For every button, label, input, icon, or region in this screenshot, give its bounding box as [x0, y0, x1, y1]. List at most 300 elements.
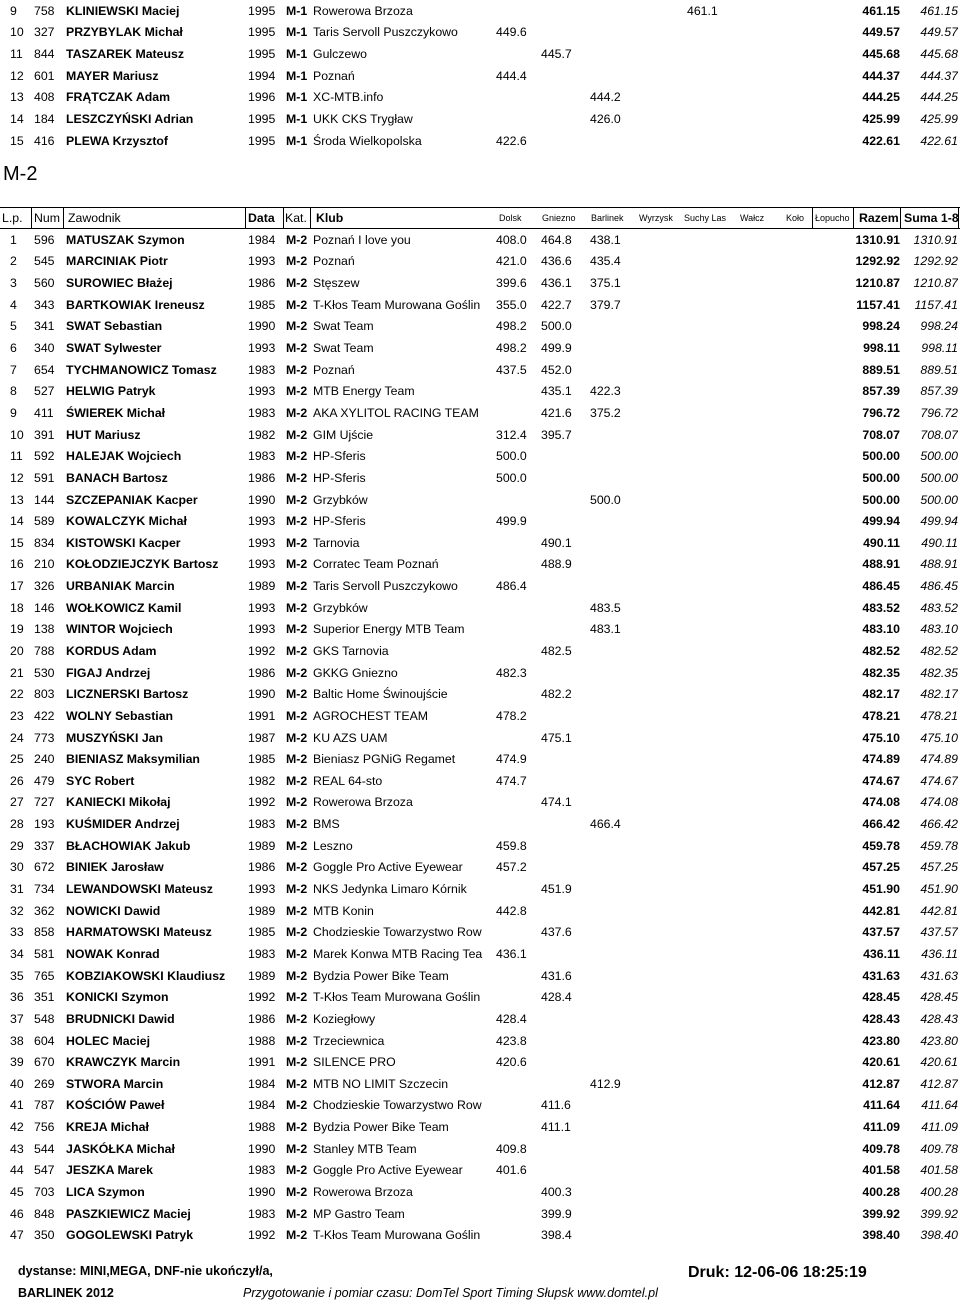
header-race-6: Wałcz: [740, 213, 765, 223]
cell-cat: M-2: [286, 708, 308, 723]
cell-sum: 457.25: [920, 860, 958, 875]
cell-club: NKS Jedynka Limaro Kórnik: [313, 882, 467, 897]
cell-d4: [640, 554, 684, 576]
cell-cat: M-2: [286, 470, 308, 485]
cell-cat: M-2: [286, 1120, 308, 1135]
cell-total: 488.91: [862, 557, 900, 572]
cell-d1: 423.8: [496, 1033, 527, 1048]
cell-d5: [687, 251, 731, 273]
cell-num: 327: [34, 25, 55, 40]
cell-d5: [687, 597, 731, 619]
cell-cat: M-2: [286, 643, 308, 658]
cell-d4: [640, 857, 684, 879]
footer-credit: Przygotowanie i pomiar czasu: DomTel Sport Timing Słupsk www.domtel.pl: [243, 1286, 658, 1300]
results-table-m2: [0, 229, 960, 1246]
cell-club: Bydzia Power Bike Team: [313, 968, 449, 983]
cell-d5: [687, 337, 731, 359]
cell-d5: [687, 130, 731, 152]
table-row: [0, 900, 960, 922]
cell-d4: [640, 65, 684, 87]
cell-d4: [640, 792, 684, 814]
cell-d5: [687, 1008, 731, 1030]
cell-year: 1992: [248, 795, 276, 810]
cell-d2: [541, 662, 585, 684]
table-row: [0, 380, 960, 402]
cell-d2: [541, 748, 585, 770]
cell-cat: M-2: [286, 449, 308, 464]
cell-d3: 466.4: [590, 817, 621, 832]
cell-d1: 457.2: [496, 860, 527, 875]
cell-year: 1986: [248, 1011, 276, 1026]
cell-d2: [541, 87, 585, 109]
cell-total: 445.68: [862, 47, 900, 62]
cell-sum: 401.58: [920, 1163, 958, 1178]
cell-d4: [640, 1160, 684, 1182]
cell-d4: [640, 467, 684, 489]
cell-sum: 444.37: [920, 68, 958, 83]
cell-name: BŁACHOWIAK Jakub: [66, 838, 191, 853]
cell-sum: 400.28: [920, 1185, 958, 1199]
table-row: [0, 748, 960, 770]
cell-name: LESZCZYŃSKI Adrian: [66, 112, 194, 127]
cell-year: 1984: [248, 1098, 276, 1113]
cell-total: 461.15: [862, 3, 900, 18]
cell-d5: [687, 575, 731, 597]
cell-d2: 474.1: [541, 795, 572, 810]
header-race-5: Suchy Las: [684, 213, 727, 223]
cell-name: JESZKA Marek: [66, 1163, 154, 1178]
cell-d2: [541, 0, 585, 22]
cell-d5: [687, 510, 731, 532]
cell-sum: 486.45: [920, 579, 958, 594]
cell-lp: 43: [10, 1141, 24, 1156]
cell-num: 362: [34, 903, 55, 918]
cell-lp: 19: [10, 622, 24, 637]
cell-sum: 436.11: [921, 946, 958, 961]
cell-d2: [541, 1073, 585, 1095]
cell-d4: [640, 251, 684, 273]
cell-d2: [541, 705, 585, 727]
cell-sum: 499.94: [920, 514, 958, 529]
table-row: [0, 359, 960, 381]
cell-d1: 500.0: [496, 470, 527, 485]
cell-sum: 442.81: [920, 903, 958, 918]
cell-d5: [687, 22, 731, 44]
cell-club: BMS: [313, 817, 340, 832]
cell-total: 796.72: [862, 405, 900, 420]
cell-lp: 11: [10, 47, 23, 62]
cell-d5: [687, 1116, 731, 1138]
cell-total: 475.10: [862, 730, 900, 745]
cell-total: 422.61: [862, 133, 900, 148]
cell-sum: 474.89: [920, 752, 958, 767]
table-row: [0, 835, 960, 857]
cell-d1: 399.6: [496, 276, 527, 291]
cell-d2: [541, 813, 585, 835]
table-row: [0, 337, 960, 359]
cell-d5: [687, 792, 731, 814]
table-row: [0, 619, 960, 641]
cell-d1: 436.1: [496, 946, 527, 961]
cell-d2: 395.7: [541, 427, 572, 442]
cell-d5: [687, 402, 731, 424]
cell-d5: [687, 532, 731, 554]
cell-lp: 21: [10, 665, 24, 680]
cell-d5: [687, 65, 731, 87]
cell-d5: [687, 1181, 731, 1203]
cell-cat: M-2: [286, 492, 308, 507]
cell-sum: 398.40: [920, 1228, 958, 1243]
cell-d5: [687, 922, 731, 944]
table-row: [0, 402, 960, 424]
cell-name: KRAWCZYK Marcin: [66, 1055, 181, 1070]
cell-year: 1995: [248, 47, 276, 62]
cell-cat: M-2: [286, 341, 308, 356]
cell-num: 734: [34, 882, 55, 897]
cell-name: KREJA Michał: [66, 1120, 149, 1135]
cell-total: 401.58: [862, 1163, 900, 1178]
cell-club: GIM Ujście: [313, 427, 374, 442]
cell-d5: [687, 1030, 731, 1052]
cell-d2: 411.6: [541, 1098, 571, 1113]
cell-d4: [640, 813, 684, 835]
cell-club: AKA XYLITOL RACING TEAM: [313, 405, 479, 420]
cell-sum: 483.52: [920, 600, 958, 615]
cell-cat: M-2: [286, 579, 308, 594]
cell-d2: 445.7: [541, 47, 572, 62]
cell-lp: 16: [10, 557, 24, 572]
cell-num: 138: [34, 622, 55, 637]
cell-lp: 1: [10, 232, 17, 247]
cell-d1: 355.0: [496, 297, 527, 312]
cell-num: 727: [34, 795, 55, 810]
cell-lp: 32: [10, 903, 24, 918]
cell-cat: M-2: [286, 860, 308, 875]
cell-club: MTB NO LIMIT Szczecin: [313, 1076, 449, 1091]
cell-lp: 31: [10, 882, 24, 897]
cell-d1: 449.6: [496, 25, 527, 40]
cell-cat: M-2: [286, 730, 308, 745]
cell-year: 1993: [248, 622, 276, 637]
cell-club: Gulczewo: [313, 47, 367, 62]
cell-d1: 437.5: [496, 362, 527, 377]
table-row: [0, 597, 960, 619]
cell-d4: [640, 1095, 684, 1117]
cell-club: Poznań: [313, 254, 355, 269]
cell-lp: 42: [10, 1120, 24, 1135]
cell-name: BINIEK Jarosław: [66, 860, 164, 875]
cell-name: FRĄTCZAK Adam: [66, 90, 171, 105]
cell-lp: 13: [10, 492, 24, 507]
cell-lp: 9: [10, 3, 17, 18]
cell-club: Poznań I love you: [313, 232, 411, 247]
cell-name: MATUSZAK Szymon: [66, 232, 185, 247]
cell-d2: 435.1: [541, 384, 572, 399]
cell-lp: 35: [10, 968, 24, 983]
header-race-7: Koło: [786, 213, 805, 223]
cell-club: Poznań: [313, 68, 355, 83]
cell-d3: [590, 65, 634, 87]
cell-sum: 478.21: [920, 708, 958, 723]
table-row: [0, 229, 960, 251]
cell-num: 654: [34, 362, 55, 377]
table-row: [0, 1224, 960, 1246]
cell-d2: [541, 489, 585, 511]
cell-d1: 498.2: [496, 341, 527, 356]
cell-d5: [687, 424, 731, 446]
cell-club: Bieniasz PGNiG Regamet: [313, 752, 456, 767]
cell-total: 1292.92: [856, 254, 900, 269]
cell-year: 1992: [248, 990, 276, 1005]
cell-year: 1989: [248, 579, 276, 594]
cell-club: Taris Servoll Puszczykowo: [313, 579, 458, 594]
cell-total: 459.78: [862, 838, 900, 853]
cell-d5: [687, 900, 731, 922]
cell-club: KU AZS UAM: [313, 730, 388, 745]
cell-d5: [687, 1073, 731, 1095]
cell-d3: [590, 575, 634, 597]
cell-d5: [687, 727, 731, 749]
cell-total: 398.40: [862, 1228, 900, 1243]
table-row: [0, 662, 960, 684]
cell-cat: M-2: [286, 319, 308, 334]
cell-d5: [687, 965, 731, 987]
cell-club: Bydzia Power Bike Team: [313, 1120, 449, 1135]
cell-club: T-Kłos Team Murowana Goślin: [313, 990, 481, 1005]
cell-d1: [496, 1181, 540, 1203]
cell-cat: M-2: [286, 535, 308, 550]
cell-total: 436.11: [863, 946, 900, 961]
cell-name: SWAT Sebastian: [66, 319, 163, 334]
cell-d4: [640, 662, 684, 684]
footer-print-date: Druk: 12-06-06 18:25:19: [688, 1264, 867, 1281]
table-row: [0, 424, 960, 446]
table-row: [0, 316, 960, 338]
cell-d4: [640, 922, 684, 944]
cell-club: HP-Sferis: [313, 470, 366, 485]
cell-cat: M-1: [286, 25, 308, 40]
cell-num: 672: [34, 860, 55, 875]
cell-total: 474.08: [862, 795, 900, 810]
cell-year: 1984: [248, 232, 276, 247]
cell-d1: [496, 554, 540, 576]
cell-year: 1982: [248, 427, 276, 442]
cell-d1: [496, 402, 540, 424]
cell-d1: [496, 727, 540, 749]
header-lp: L.p.: [2, 211, 23, 225]
cell-num: 601: [34, 68, 55, 83]
cell-num: 343: [34, 297, 55, 312]
cell-total: 1210.87: [856, 276, 900, 291]
cell-d4: [640, 1116, 684, 1138]
cell-lp: 27: [10, 795, 24, 810]
cell-d1: 442.8: [496, 903, 527, 918]
cell-cat: M-2: [286, 1055, 308, 1070]
cell-d5: [687, 43, 731, 65]
cell-d2: 475.1: [541, 730, 572, 745]
cell-lp: 12: [10, 68, 24, 83]
cell-d5: [687, 640, 731, 662]
cell-num: 269: [34, 1076, 55, 1091]
cell-num: 589: [34, 514, 55, 529]
cell-year: 1990: [248, 687, 276, 702]
cell-sum: 474.67: [920, 773, 958, 788]
cell-d5: [687, 770, 731, 792]
cell-d3: [590, 130, 634, 152]
cell-club: Taris Servoll Puszczykowo: [313, 25, 458, 40]
cell-d4: [640, 1030, 684, 1052]
cell-d4: [640, 900, 684, 922]
cell-total: 500.00: [862, 492, 900, 507]
cell-name: PLEWA Krzysztof: [66, 133, 169, 148]
table-row: [0, 813, 960, 835]
cell-d2: [541, 1030, 585, 1052]
cell-d5: [687, 1160, 731, 1182]
cell-sum: 475.10: [920, 730, 958, 745]
cell-d1: [496, 683, 540, 705]
cell-d3: [590, 359, 634, 381]
cell-sum: 1157.41: [914, 297, 958, 312]
cell-cat: M-2: [286, 882, 308, 897]
cell-cat: M-2: [286, 1033, 308, 1048]
cell-total: 1310.91: [856, 232, 900, 247]
cell-d5: [687, 1224, 731, 1246]
cell-year: 1993: [248, 882, 276, 897]
table-row: [0, 108, 960, 130]
cell-lp: 36: [10, 990, 24, 1005]
cell-d3: [590, 835, 634, 857]
cell-total: 442.81: [862, 903, 900, 918]
cell-club: MP Gastro Team: [313, 1206, 405, 1221]
cell-club: Rowerowa Brzoza: [313, 1185, 413, 1199]
cell-d4: [640, 727, 684, 749]
cell-cat: M-2: [286, 752, 308, 767]
cell-d2: [541, 900, 585, 922]
cell-d3: [590, 943, 634, 965]
cell-num: 548: [34, 1011, 55, 1026]
cell-year: 1986: [248, 665, 276, 680]
cell-num: 581: [34, 946, 55, 961]
cell-d5: [687, 380, 731, 402]
cell-club: MTB Konin: [313, 903, 374, 918]
cell-club: Stęszew: [313, 276, 360, 291]
cell-lp: 10: [10, 427, 24, 442]
cell-num: 844: [34, 47, 55, 62]
cell-total: 998.11: [863, 341, 900, 356]
cell-d1: [496, 1224, 540, 1246]
table-row: [0, 1138, 960, 1160]
cell-name: HELWIG Patryk: [66, 384, 156, 399]
cell-d3: [590, 727, 634, 749]
cell-d3: [590, 922, 634, 944]
cell-cat: M-2: [286, 925, 308, 940]
cell-d4: [640, 43, 684, 65]
cell-total: 409.78: [862, 1141, 900, 1156]
cell-d2: [541, 108, 585, 130]
cell-num: 530: [34, 665, 55, 680]
cell-name: LICA Szymon: [66, 1185, 145, 1199]
cell-cat: M-2: [286, 773, 308, 788]
cell-sum: 708.07: [920, 427, 958, 442]
cell-sum: 1310.91: [913, 232, 958, 247]
cell-num: 340: [34, 341, 55, 356]
cell-d3: 379.7: [590, 297, 621, 312]
cell-total: 449.57: [862, 25, 900, 40]
cell-club: Marek Konwa MTB Racing Tea: [313, 946, 483, 961]
cell-sum: 1210.87: [913, 276, 958, 291]
cell-name: HUT Mariusz: [66, 427, 141, 442]
table-row: [0, 1095, 960, 1117]
cell-name: LICZNERSKI Bartosz: [66, 687, 189, 702]
cell-club: MTB Energy Team: [313, 384, 415, 399]
cell-lp: 38: [10, 1033, 24, 1048]
cell-d4: [640, 294, 684, 316]
cell-d3: [590, 1116, 634, 1138]
cell-year: 1993: [248, 254, 276, 269]
cell-year: 1993: [248, 384, 276, 399]
cell-num: 591: [34, 470, 55, 485]
cell-total: 490.11: [863, 535, 900, 550]
cell-num: 184: [34, 112, 55, 127]
cell-d5: [687, 986, 731, 1008]
table-row: [0, 532, 960, 554]
cell-cat: M-2: [286, 1076, 308, 1091]
cell-d2: 490.1: [541, 535, 572, 550]
table-row: [0, 1181, 960, 1203]
cell-year: 1992: [248, 1228, 276, 1243]
cell-club: Rowerowa Brzoza: [313, 3, 413, 18]
cell-club: T-Kłos Team Murowana Goślin: [313, 297, 481, 312]
cell-d2: 421.6: [541, 405, 572, 420]
cell-d4: [640, 943, 684, 965]
cell-num: 479: [34, 773, 55, 788]
cell-club: AGROCHEST TEAM: [313, 708, 429, 723]
header-race-2: Gniezno: [542, 213, 576, 223]
cell-d2: [541, 835, 585, 857]
cell-d3: [590, 0, 634, 22]
cell-name: URBANIAK Marcin: [66, 579, 175, 594]
table-row: [0, 1030, 960, 1052]
cell-club: T-Kłos Team Murowana Goślin: [313, 1228, 481, 1243]
cell-cat: M-1: [286, 133, 308, 148]
cell-d1: [496, 1095, 540, 1117]
cell-d1: 500.0: [496, 449, 527, 464]
cell-sum: 998.24: [920, 319, 958, 334]
cell-cat: M-2: [286, 427, 308, 442]
cell-name: KONICKI Szymon: [66, 990, 169, 1005]
cell-name: WINTOR Wojciech: [66, 622, 173, 637]
cell-num: 341: [34, 319, 55, 334]
cell-year: 1992: [248, 643, 276, 658]
cell-name: SYC Robert: [66, 773, 135, 788]
cell-lp: 34: [10, 946, 24, 961]
cell-lp: 6: [10, 341, 17, 356]
cell-name: BANACH Bartosz: [66, 470, 168, 485]
cell-num: 858: [34, 925, 55, 940]
cell-total: 486.45: [862, 579, 900, 594]
cell-lp: 17: [10, 579, 24, 594]
cell-d5: [687, 943, 731, 965]
cell-d4: [640, 316, 684, 338]
cell-d3: 500.0: [590, 492, 621, 507]
cell-name: HARMATOWSKI Mateusz: [66, 925, 212, 940]
cell-total: 857.39: [862, 384, 900, 399]
cell-sum: 998.11: [921, 341, 958, 356]
cell-d2: 400.3: [541, 1185, 572, 1199]
cell-total: 428.45: [862, 990, 900, 1005]
cell-year: 1990: [248, 319, 276, 334]
cell-year: 1995: [248, 25, 276, 40]
